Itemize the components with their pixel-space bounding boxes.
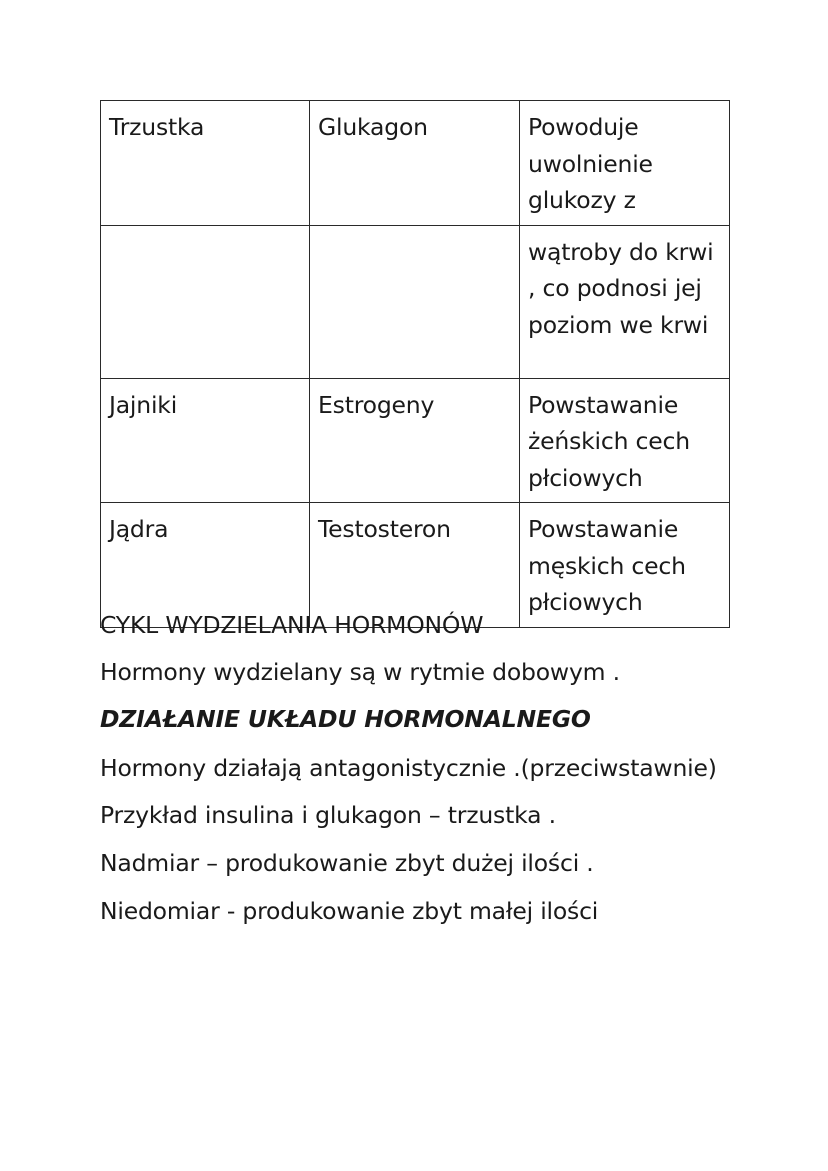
hormone-cell: Testosteron	[310, 503, 520, 628]
gland-cell: Jądra	[101, 503, 310, 628]
gland-cell: Trzustka	[101, 101, 310, 226]
hormone-cell: Estrogeny	[310, 378, 520, 503]
effect-cell: Powoduje uwolnienie glukozy z	[520, 101, 730, 226]
action-heading: DZIAŁANIE UKŁADU HORMONALNEGO	[100, 705, 591, 733]
cycle-heading: CYKL WYDZIELANIA HORMONÓW	[100, 611, 484, 639]
table-row	[101, 503, 730, 628]
hormone-cell: Glukagon	[310, 101, 520, 226]
hormone-cell	[310, 225, 520, 378]
action-line: Niedomiar - produkowanie zbyt małej ilości	[100, 897, 599, 925]
effect-cell: Powstawanie męskich cech płciowych	[520, 503, 730, 628]
gland-cell: Jajniki	[101, 378, 310, 503]
action-line: Nadmiar – produkowanie zbyt dużej ilości .	[100, 849, 594, 877]
effect-cell: Powstawanie żeńskich cech płciowych	[520, 378, 730, 503]
cycle-text: Hormony wydzielany są w rytmie dobowym .	[100, 658, 620, 686]
hormone-table	[100, 100, 730, 628]
action-line: Przykład insulina i glukagon – trzustka .	[100, 801, 556, 829]
table-row	[101, 225, 730, 378]
action-line: Hormony działają antagonistycznie .(przeciwstawnie)	[100, 754, 717, 782]
gland-cell	[101, 225, 310, 378]
effect-cell: wątroby do krwi , co podnosi jej poziom we krwi	[520, 225, 730, 378]
table-row	[101, 101, 730, 226]
table-row	[101, 378, 730, 503]
